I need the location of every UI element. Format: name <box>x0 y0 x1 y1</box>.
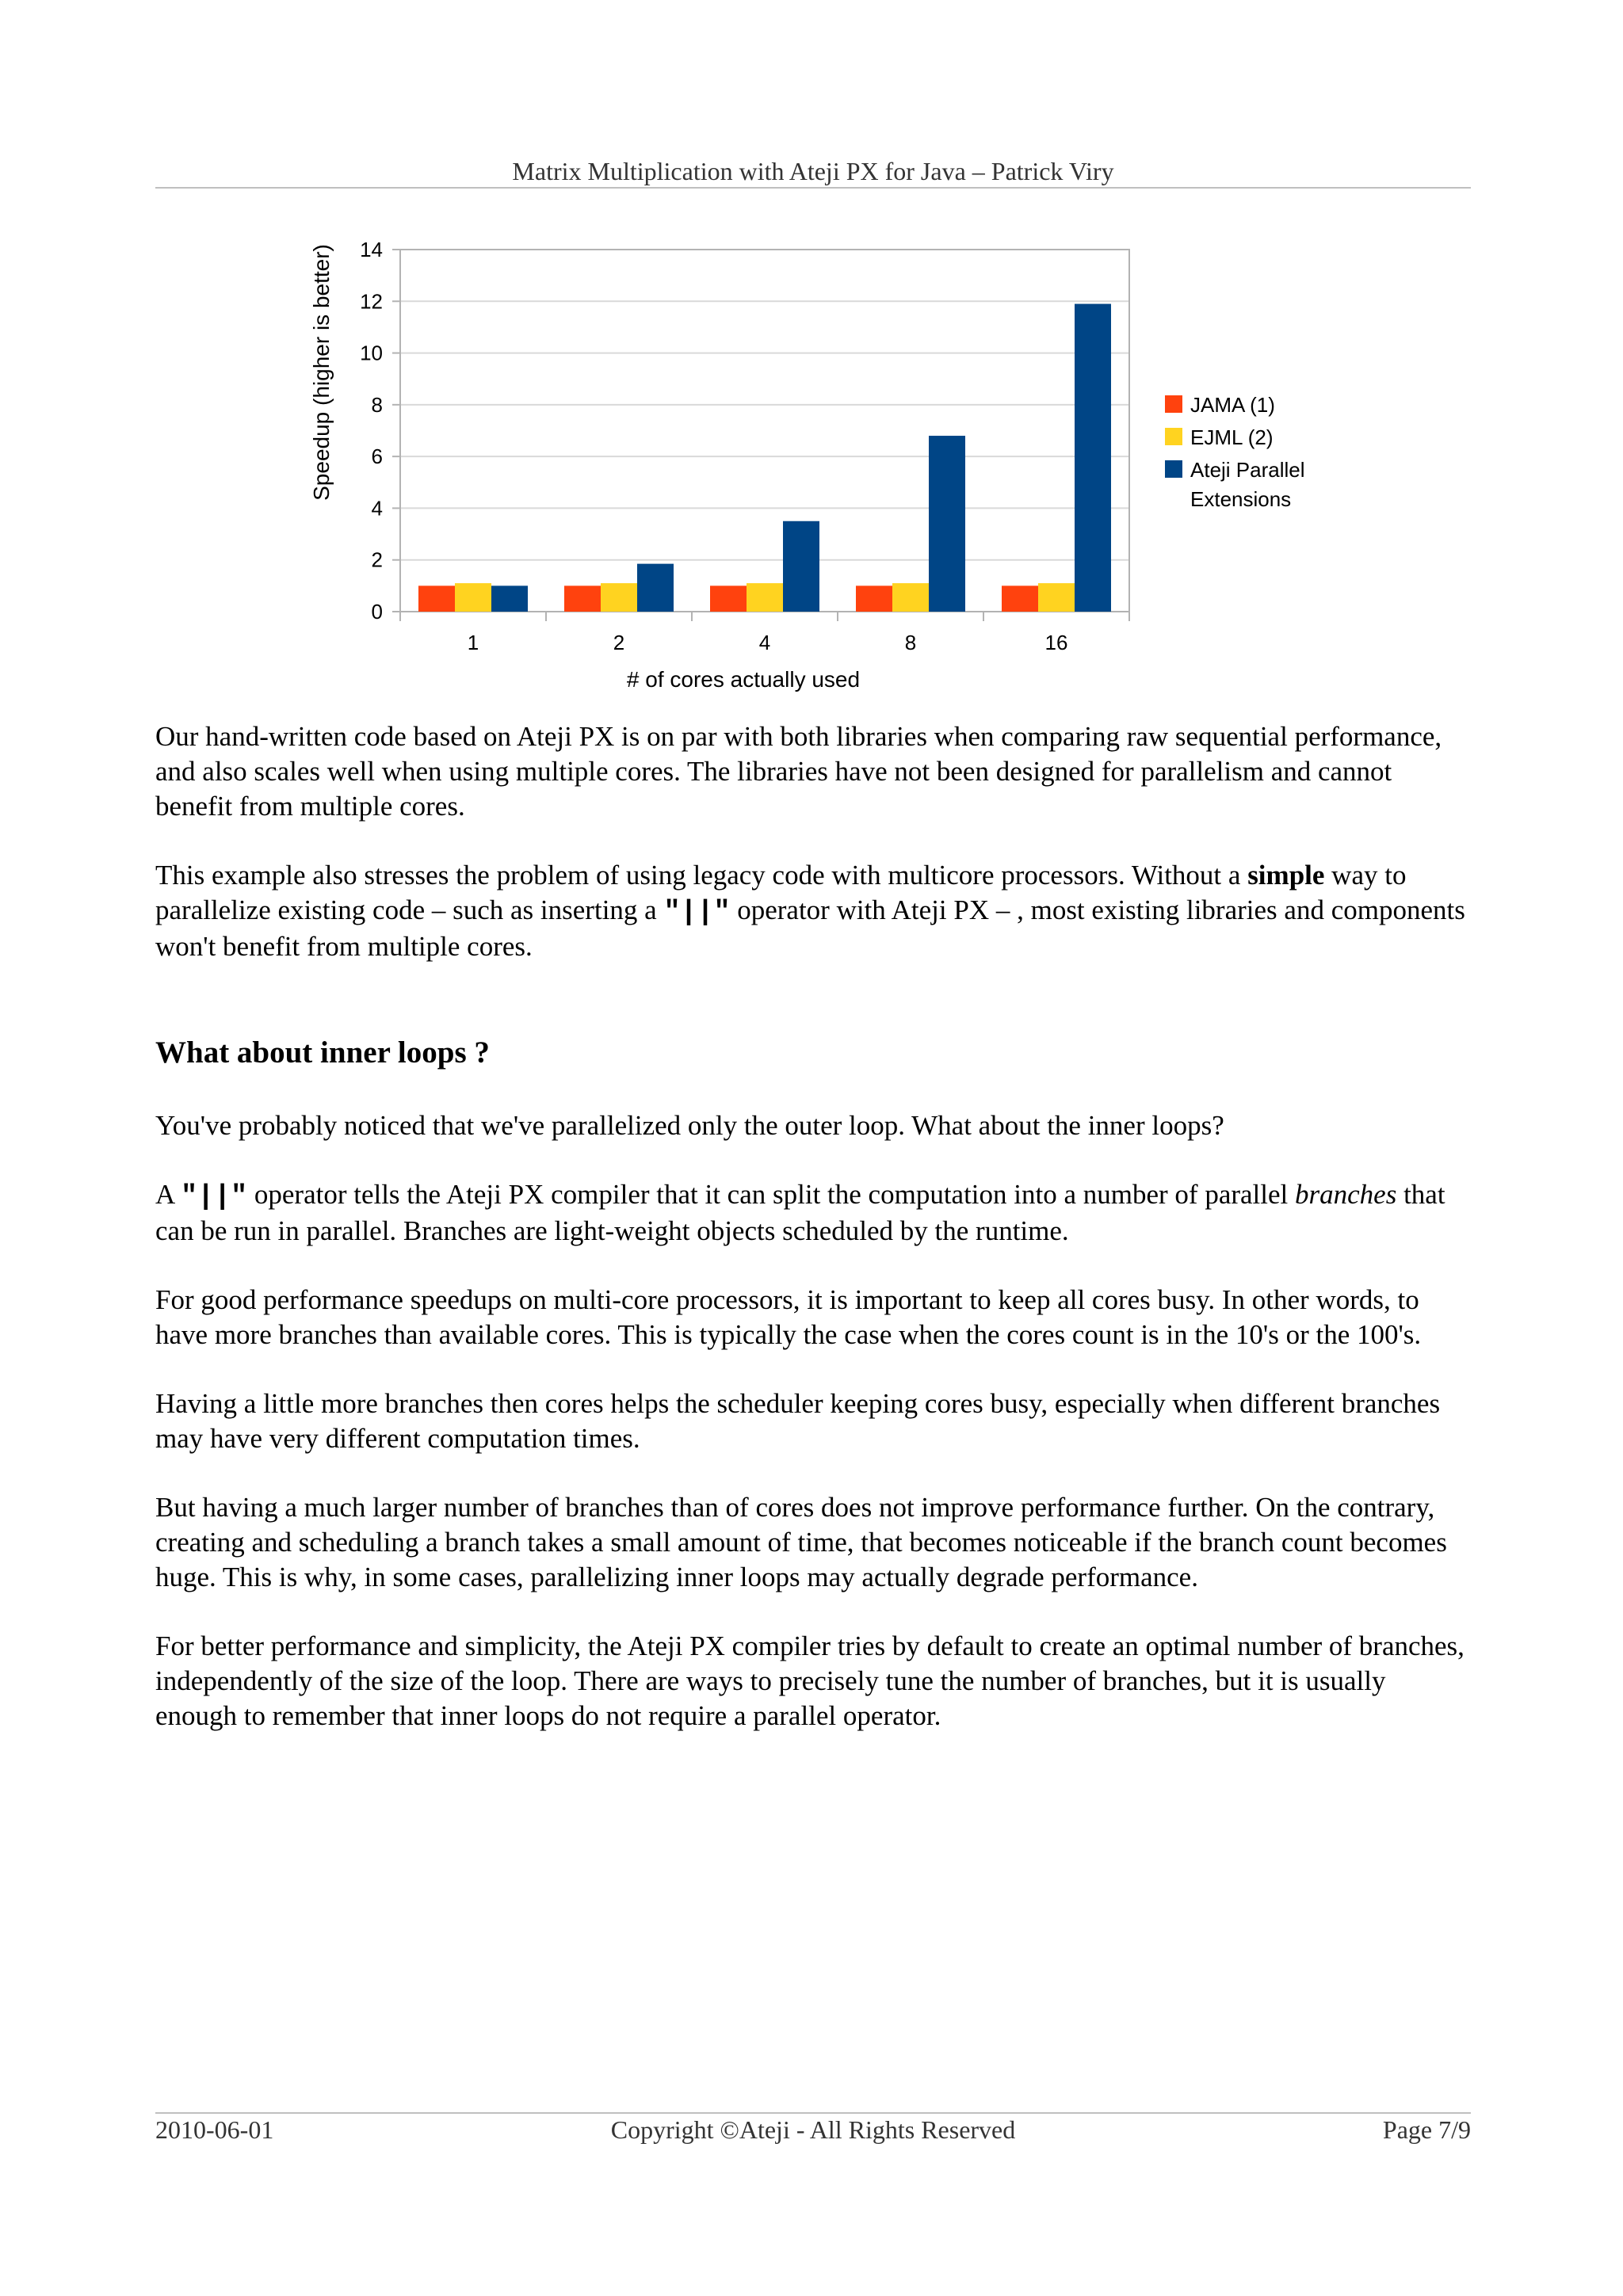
chart-x-tick-label: 2 <box>613 631 625 654</box>
section-heading: What about inner loops ? <box>155 1035 490 1070</box>
paragraph-performance: For good performance speedups on multi-core processors, it is important to keep all cores busy. In other words, to have more branches than available cores. This is typically the case when the cores count is in the 10's or the 100's. <box>155 1284 1422 1350</box>
paragraph-text: way to parallelize existing code – such as inserting a <box>155 860 1407 925</box>
chart-y-tick-label: 2 <box>371 547 383 572</box>
chart-legend-swatch <box>1165 395 1182 413</box>
chart-bar <box>1075 304 1111 612</box>
chart-x-ticks <box>400 612 1129 654</box>
paragraph-branch-count: But having a much larger number of branches than of cores does not improve performance further. On the contrary, creating and scheduling a branch takes a small amount of time, that becomes noticeable if the branch count becomes huge. This is why, in some cases, parallelizing inner loops may actually degrade performance. <box>155 1492 1447 1592</box>
chart-bar <box>601 583 637 612</box>
chart-legend-swatch <box>1165 428 1182 445</box>
chart-y-tick-label: 0 <box>371 600 383 624</box>
chart-y-tick-label: 8 <box>371 392 383 417</box>
chart-bars <box>418 304 1111 612</box>
chart-x-tick-label: 4 <box>758 631 771 654</box>
chart-legend-label: Ateji Parallel <box>1190 458 1305 482</box>
paragraph-results: Our hand-written code based on Ateji PX is on par with both libraries when comparing raw sequential performance, and also scales well when using multiple cores. The libraries have not been designed for parallelism and cannot benefit from multiple cores. <box>155 721 1442 822</box>
bold-term: simple <box>1247 860 1325 891</box>
chart-bar <box>710 585 747 612</box>
chart-legend-label: EJML (2) <box>1190 425 1274 449</box>
paragraph-text: A <box>155 1179 181 1210</box>
footer-date: 2010-06-01 <box>155 2115 274 2144</box>
chart-bar <box>783 521 819 612</box>
chart-bar <box>747 583 783 612</box>
chart-y-tick-label: 6 <box>371 444 383 469</box>
chart-bar <box>564 585 601 612</box>
paragraph-inner-loops: You've probably noticed that we've parallelized only the outer loop. What about the inner loops? <box>155 1110 1224 1141</box>
chart-grid <box>392 250 1129 612</box>
paragraph-scheduler: Having a little more branches then cores helps the scheduler keeping cores busy, especially when different branches may have very different computation times. <box>155 1388 1441 1454</box>
chart-y-ticks <box>360 238 383 624</box>
chart-bar <box>637 564 674 612</box>
paragraph-text: operator with Ateji PX – , most existing libraries and components won't benefit from multiple cores. <box>155 894 1465 962</box>
chart-legend-label: JAMA (1) <box>1190 393 1275 417</box>
paragraph-text: This example also stresses the problem of using legacy code with multicore processors. Without a <box>155 860 1248 891</box>
chart-x-axis-label: # of cores actually used <box>626 667 861 692</box>
paragraph-legacy-code <box>155 858 1471 964</box>
header-rule <box>155 187 1471 189</box>
parallel-operator-code: "||" <box>663 896 731 928</box>
footer-copyright: Copyright ©Ateji - All Rights Reserved <box>610 2115 1016 2144</box>
chart-y-tick-label: 14 <box>360 238 383 261</box>
chart-y-tick-label: 4 <box>371 496 383 521</box>
paragraph-text: operator tells the Ateji PX compiler that it can split the computation into a number of parallel <box>247 1179 1296 1210</box>
chart-legend-swatch <box>1165 460 1182 478</box>
chart-y-axis-label: Speedup (higher is better) <box>309 244 334 501</box>
chart-x-tick-label: 8 <box>904 631 917 654</box>
speedup-bar-chart <box>301 230 1331 705</box>
paragraph-text: that can be run in parallel. Branches are light-weight objects scheduled by the runtime. <box>155 1179 1445 1246</box>
chart-plot-frame <box>400 250 1129 612</box>
chart-x-tick-label: 1 <box>467 631 479 654</box>
italic-term: branches <box>1295 1179 1397 1210</box>
chart-y-tick-label: 10 <box>360 341 383 365</box>
page-header-title: Matrix Multiplication with Ateji PX for Java – Patrick Viry <box>512 157 1114 185</box>
page-content <box>155 719 1471 1768</box>
chart-bar <box>491 585 528 612</box>
chart-y-tick-label: 12 <box>360 289 383 314</box>
chart-bar <box>455 583 491 612</box>
parallel-operator-code: "||" <box>181 1180 248 1212</box>
chart-bar <box>892 583 929 612</box>
page-footer <box>155 2114 1471 2145</box>
chart-legend <box>1165 393 1305 511</box>
paragraph-conclusion: For better performance and simplicity, the Ateji PX compiler tries by default to create an optimal number of branches, independently of the size of the loop. There are ways to precisely tune the number of branches, but it is usually enough to remember that inner loops do not require a parallel operator. <box>155 1630 1465 1731</box>
chart-bar <box>856 585 892 612</box>
chart-bar <box>1002 585 1038 612</box>
paragraph-operator <box>155 1177 1471 1249</box>
chart-legend-label: Extensions <box>1190 487 1292 511</box>
chart-bar <box>418 585 455 612</box>
footer-page-number: Page 7/9 <box>1382 2115 1471 2144</box>
chart-bar <box>1038 583 1075 612</box>
chart-bar <box>929 436 965 612</box>
chart-x-tick-label: 16 <box>1044 631 1068 654</box>
